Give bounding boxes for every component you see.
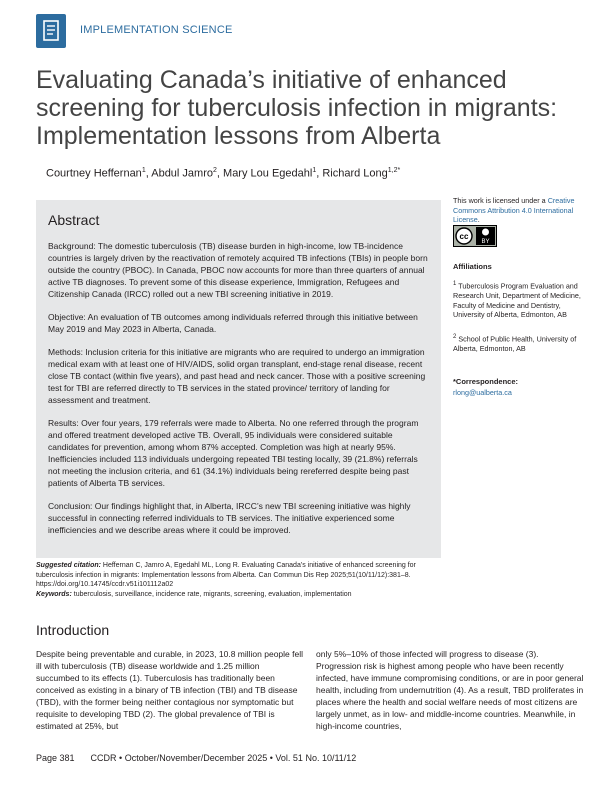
article-title: Evaluating Canada’s initiative of enhanced screening for tuberculosis infection in migrants: Implementation lessons from Alberta	[36, 66, 558, 150]
keywords-text: tuberculosis, surveillance, incidence rate, migrants, screening, evaluation, implementation	[73, 590, 352, 598]
author-affiliation: 1	[141, 167, 146, 174]
affiliation-2	[453, 333, 583, 354]
affiliation-text: Tuberculosis Program Evaluation and Research Unit, Department of Medicine, Faculty of Medicine and Dentistry, University of Alberta, Edmonton, AB	[453, 281, 581, 320]
keywords-label: Keywords:	[36, 590, 72, 598]
license-prefix: This work is licensed under a	[453, 196, 548, 205]
abstract-results: Results: Over four years, 179 referrals were made to Alberta. No one referred through the program and offered treatment developed active TB. Overall, 95 individuals were considered suitable candidates for prevention, among whom 87% accepted. Completion was high at nearly 95%. Inefficiencies included 113 individuals undergoing repeated TBI testing locally, 39 (21.8%) referrals not meeting the inclusion criteria, and 61 (34.1%) individuals being rereferred despite being past patients of Alberta TB services.	[48, 418, 419, 488]
by-text: BY	[481, 239, 490, 245]
document-icon	[36, 14, 66, 48]
correspondence-email[interactable]: rlong@ualberta.ca	[453, 388, 512, 397]
abstract-heading: Abstract	[48, 212, 100, 228]
license-notice	[453, 196, 583, 225]
author-name: Courtney Heffernan	[46, 167, 142, 180]
license-suffix: .	[477, 215, 480, 225]
affiliation-number: 1	[453, 281, 457, 287]
introduction-heading: Introduction	[36, 622, 110, 638]
author-list: Courtney Heffernan$^1$, Abdul Jamro$^2$, Mary Lou Egedahl$^1$, Richard Long$^{1,2*}$	[46, 167, 401, 180]
abstract-conclusion: Conclusion: Our findings highlight that, in Alberta, IRCC’s new TBI screening initiative was highly successful in connecting referred individuals to TB services. The initiative experienced some inefficiencies and we describe areas where it could be improved.	[48, 501, 411, 535]
abstract-background: Background: The domestic tuberculosis (TB) disease burden in high-income, low TB-incidence countries is largely driven by the reactivation of remotely acquired TB infections (TBIs) in people born outside the country (PBOC). In Canada, PBOC now accounts for more than three quarters of annual active TB diagnoses. To prevent some of this disease experience, Immigration, Refugees and Citizenship Canada (IRCC) rolled out a new TBI screening initiative in 2019.	[48, 241, 428, 299]
author-name: Abdul Jamro	[151, 167, 213, 180]
affiliations-heading: Affiliations	[453, 262, 492, 271]
citation-text: Heffernan C, Jamro A, Egedahl ML, Long R. Evaluating Canada’s initiative of enhanced screening for tuberculosis infection in migrants: Implementation lessons from Alberta. Can Commun Dis Rep 2025;51(10/11/12):381–8. https://doi.org/10.14745/ccdr.v51i101112a02	[36, 562, 416, 588]
correspondence-heading: *Correspondence:	[453, 377, 519, 386]
cc-by-icon[interactable]	[453, 225, 497, 247]
intro-paragraph: Despite being preventable and curable, in 2023, 10.8 million people fell ill with tuberculosis (TB) disease worldwide and 1.25 million succumbed to its effects (1). Tuberculosis has traditionally been conceived as existing in a binary of TB infection (TBI) and TB disease (TBD), with the former being neither contagious nor symptomatic but requisite to developing TBD (2). The global prevalence of TBI is estimated at 25%, but	[36, 649, 303, 731]
affiliation-number: 2	[453, 334, 457, 340]
author-affiliation: 2	[213, 167, 217, 174]
page-footer	[36, 753, 356, 763]
page-number: Page 381	[36, 753, 75, 763]
author-affiliation: 1	[312, 167, 317, 174]
cc-text: cc	[459, 232, 469, 241]
author-name: Mary Lou Egedahl	[223, 167, 313, 180]
journal-info: CCDR • October/November/December 2025 • Vol. 51 No. 10/11/12	[90, 753, 357, 763]
author-affiliation: 1,2*	[387, 167, 401, 174]
affiliation-1	[453, 280, 583, 320]
citation-label: Suggested citation:	[36, 562, 101, 569]
intro-column-1	[36, 648, 304, 732]
intro-paragraph: only 5%–10% of those infected will progress to disease (3). Progression risk is highest among people who have been recently infected, have immune compromising conditions, or are in poor general health, including from undernutrition (4). As a result, TBD proliferates in places where the health and social welfare needs of most citizens are largely unmet, as in low- and middle-income countries. Meanwhile, in high-income countries,	[316, 649, 584, 731]
abstract-box	[36, 200, 441, 558]
intro-column-2	[316, 648, 584, 732]
author-name: Richard Long	[322, 167, 388, 180]
abstract-objective: Objective: An evaluation of TB outcomes among individuals referred through this initiative between May 2019 and May 2023 in Alberta, Canada.	[48, 312, 418, 334]
license-link[interactable]: Creative Commons Attribution 4.0 International License	[453, 196, 575, 225]
affiliation-text: School of Public Health, University of Alberta, Edmonton, AB	[453, 334, 577, 353]
abstract-methods: Methods: Inclusion criteria for this initiative are migrants who are required to undergo an immigration medical exam with at least one of HIV/AIDS, solid organ transplant, end-stage renal disease, recent close TB contact (within five years), and past head and neck cancer. Those with a positive screening test for TBI are referred directly to TB services in the stated province/ territory of landing for assessment and treatment.	[48, 347, 426, 405]
suggested-citation	[36, 561, 441, 599]
correspondence-email-wrap	[453, 388, 583, 398]
section-label: IMPLEMENTATION SCIENCE	[80, 24, 233, 36]
